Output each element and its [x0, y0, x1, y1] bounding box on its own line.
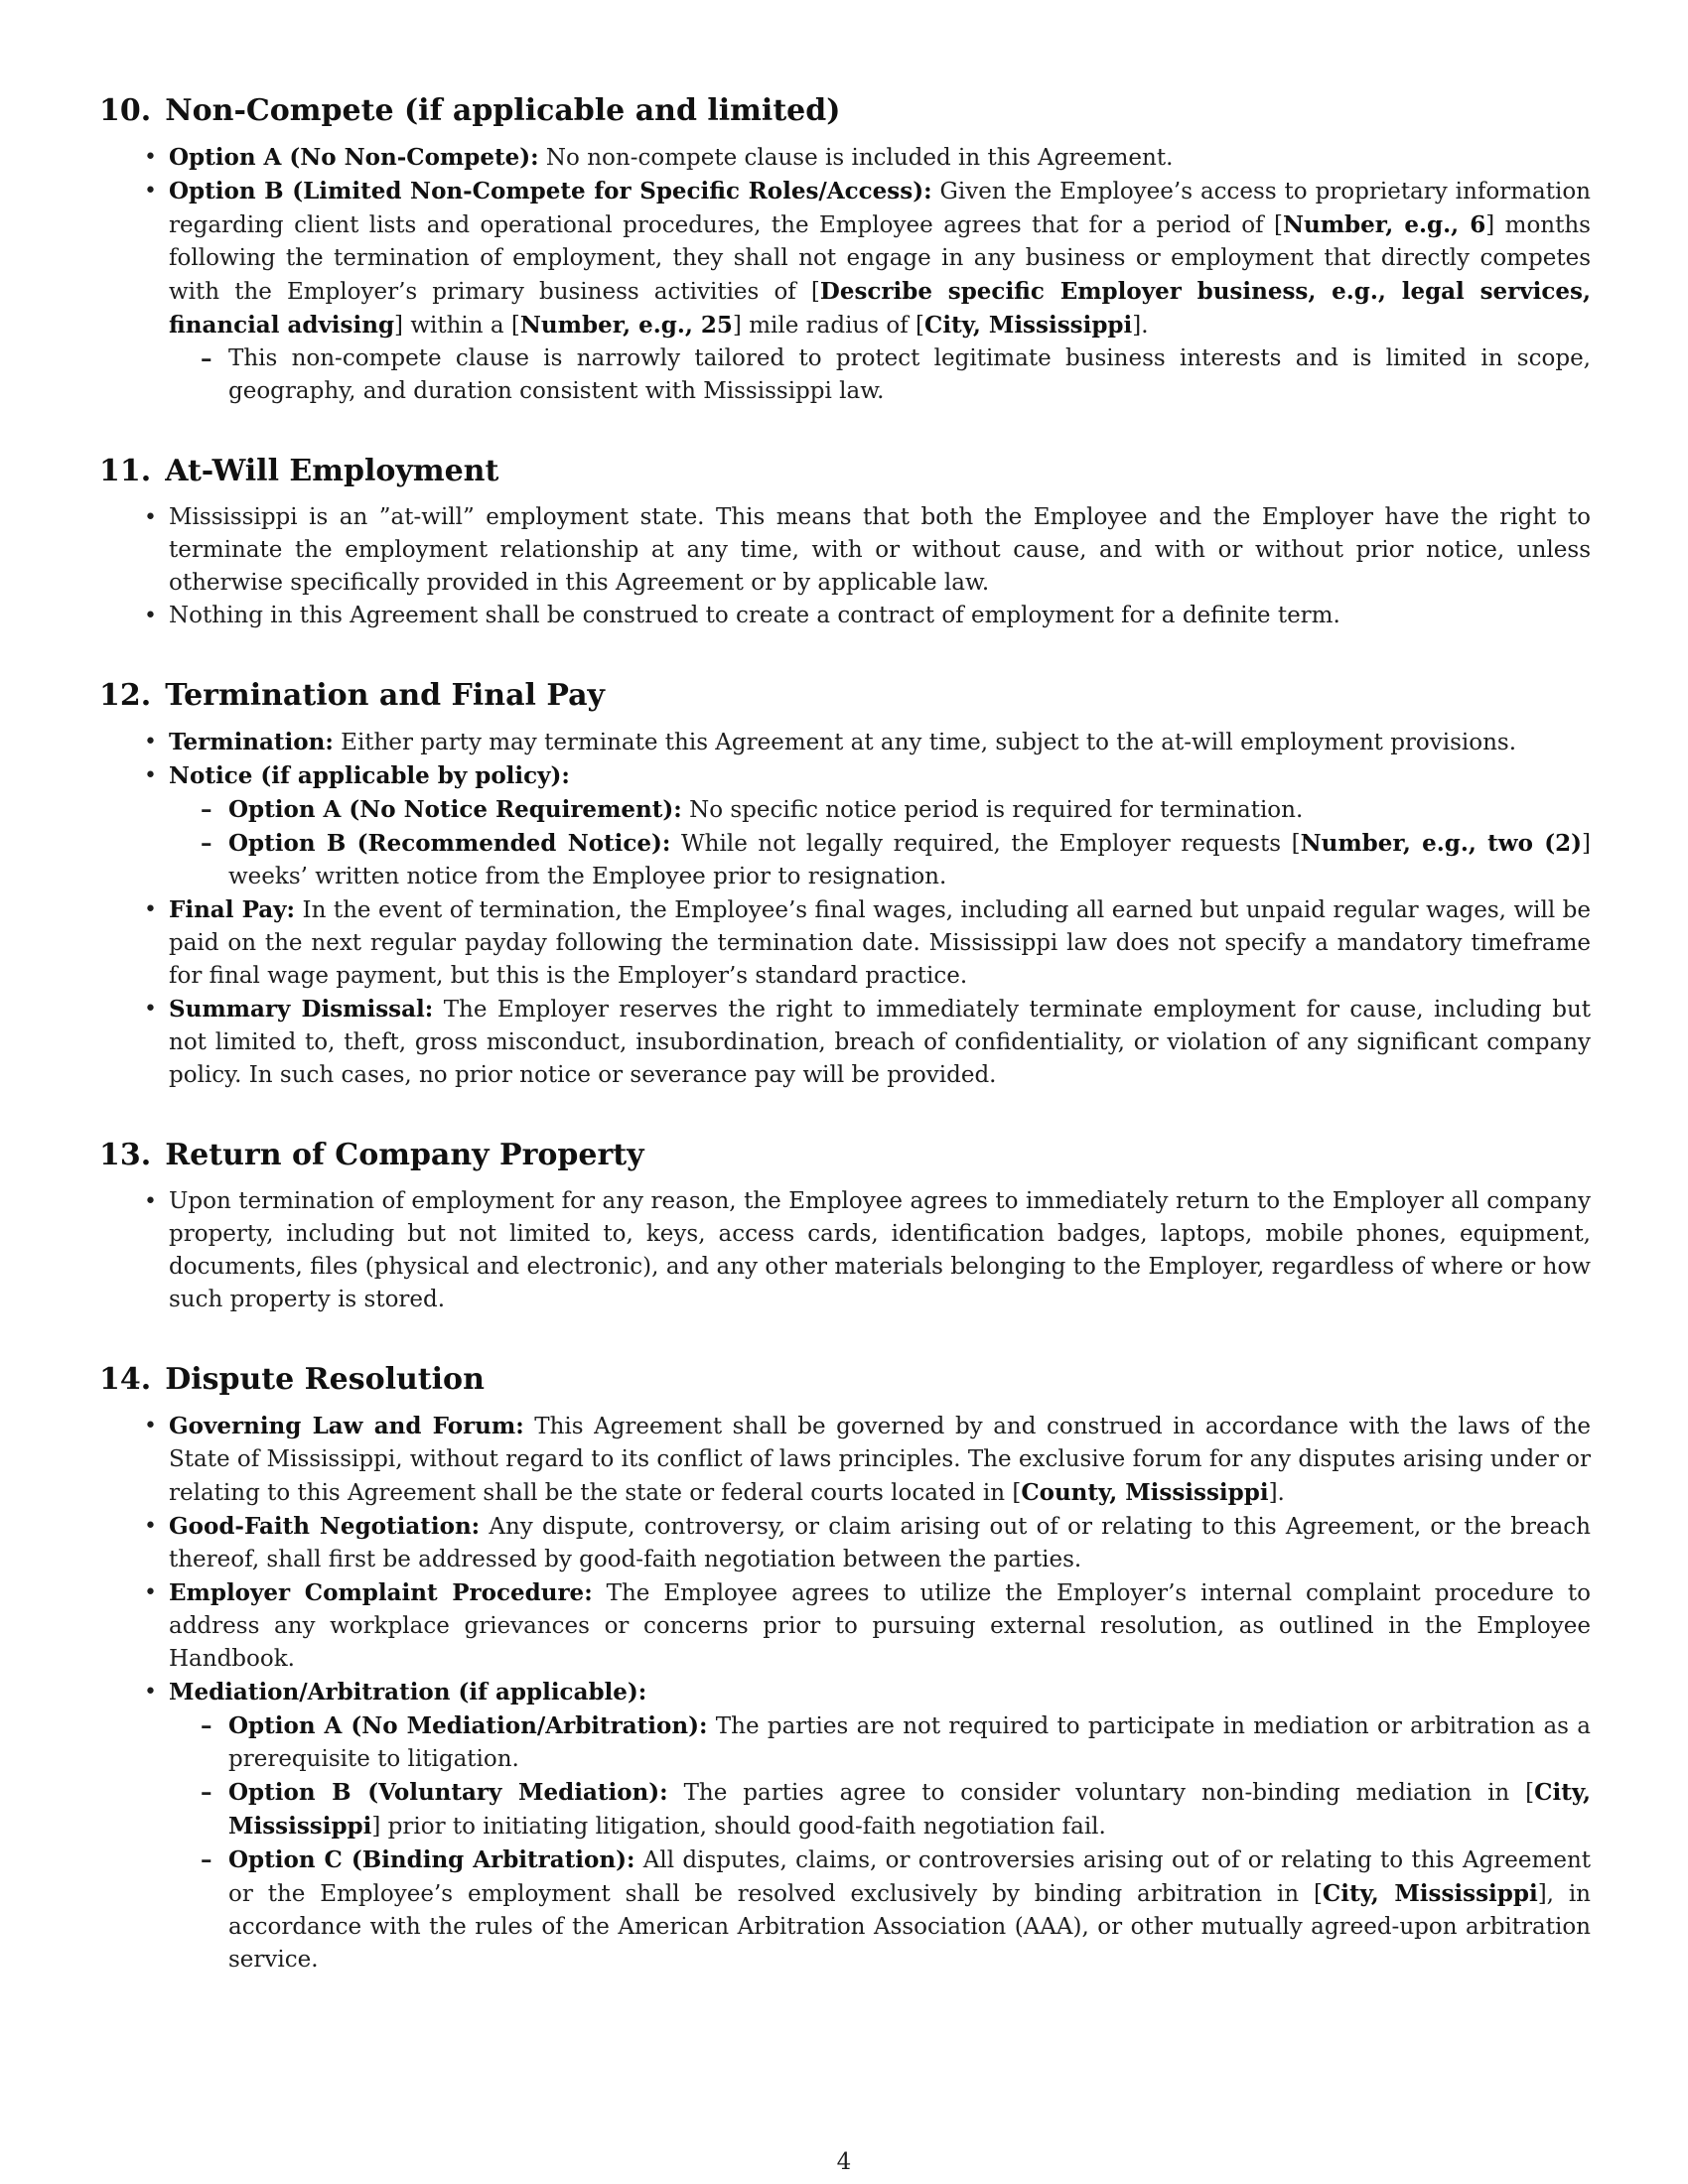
section-heading: [99, 91, 1591, 131]
page-number: 4: [836, 2149, 852, 2175]
item-text: In the event of termination, the Employee’s final wages, including all earned but unpaid regular wages, will be paid on the next regular payday following the termination date. Mississippi law does not specify a mandatory timeframe for final wage payment, but this is the Employer’s standard practice.: [169, 897, 1591, 989]
item-label: Option B (Recommended Notice):: [228, 830, 671, 857]
item-text: ], in accordance with the rules of the American Arbitration Association (AAA), or other mutually agreed-upon arbitration service.: [228, 1881, 1591, 1973]
item-label: Mediation/Arbitration (if applicable):: [169, 1679, 647, 1706]
section-title: Dispute Resolution: [165, 1362, 485, 1397]
section-number: 13.: [99, 1138, 152, 1172]
placeholder-field: City, Mississippi: [1322, 1880, 1538, 1907]
item-text: ].: [1132, 313, 1149, 339]
item-label: Employer Complaint Procedure:: [169, 1579, 593, 1606]
section-number: 11.: [99, 454, 152, 488]
item-label: Option A (No Non-Compete):: [169, 144, 539, 171]
sub-list-item: [228, 793, 1591, 827]
section-title: Return of Company Property: [165, 1138, 644, 1172]
section-dispute-resolution: [99, 1360, 1591, 1977]
bullet-list: [99, 501, 1591, 632]
section-title: Termination and Final Pay: [165, 678, 605, 713]
sub-list: [169, 793, 1591, 893]
item-text: No specific notice period is required for termination.: [681, 797, 1304, 823]
item-text: ].: [1268, 1480, 1285, 1506]
section-company-property: [99, 1136, 1591, 1316]
placeholder-field: Number, e.g., 6: [1282, 211, 1486, 238]
item-text: ] mile radius of [: [732, 313, 925, 339]
section-title: Non-Compete (if applicable and limited): [165, 93, 841, 128]
list-item: • Upon termination of employment for any reason, the Employee agrees to immediately return to the Employer all company property, including but not limited to, keys, access cards, identification badges, laptops, mobile phones, equipment, documents, files (physical and electronic), and any other materials belonging to the Employer, regardless of where or how such property is stored.: [169, 1185, 1591, 1316]
placeholder-field: City, Mississippi: [924, 312, 1133, 339]
bullet-list: [99, 1185, 1591, 1316]
item-label: Summary Dismissal:: [169, 996, 434, 1023]
sub-list-item: [228, 1709, 1591, 1776]
item-label: Option C (Binding Arbitration):: [228, 1846, 635, 1873]
section-heading: [99, 1136, 1591, 1175]
document-body: [99, 91, 1591, 2020]
item-label: Notice (if applicable by policy):: [169, 762, 570, 789]
item-label: Good-Faith Negotiation:: [169, 1513, 481, 1540]
sub-list: [169, 1709, 1591, 1977]
item-label: Option A (No Notice Requirement):: [228, 796, 682, 823]
placeholder-field: Number, e.g., two (2): [1300, 830, 1583, 857]
list-item: [169, 759, 1591, 893]
list-item: [169, 726, 1591, 759]
item-text: This Agreement shall be governed by and construed in accordance with the laws of the State of Mississippi, without regard to its conflict of laws principles. The exclusive forum for any disputes arising under or relating to this Agreement shall be the state or federal courts located in [: [169, 1414, 1591, 1506]
item-text: Any dispute, controversy, or claim arising out of or relating to this Agreement, or the breach thereof, shall first be addressed by good-faith negotiation between the parties.: [169, 1514, 1591, 1572]
section-number: 12.: [99, 678, 152, 713]
sub-list-item: [228, 1776, 1591, 1843]
item-label: Option B (Limited Non-Compete for Specific Roles/Access):: [169, 178, 932, 205]
list-item: [169, 893, 1591, 993]
item-text: The parties are not required to participate in mediation or arbitration as a prerequisite to litigation.: [228, 1713, 1591, 1772]
list-item: [169, 1410, 1591, 1510]
sub-list-item: [228, 827, 1591, 893]
list-item: • Mississippi is an ”at-will” employment state. This means that both the Employee and the Employer have the right to terminate the employment relationship at any time, with or without cause, and with or without prior notice, unless otherwise specifically provided in this Agreement or by applicable law.: [169, 501, 1591, 600]
bullet-list: [99, 1410, 1591, 1977]
sub-list-item: [228, 1843, 1591, 1977]
section-termination: [99, 676, 1591, 1092]
placeholder-field: Describe specific Employer business, e.g., legal services, financial advising: [169, 278, 1591, 339]
sub-list-item: – This non-compete clause is narrowly tailored to protect legitimate business interests and is limited in scope, geography, and duration consistent with Mississippi law.: [228, 342, 1591, 408]
section-heading: [99, 676, 1591, 716]
list-item: [169, 141, 1591, 175]
section-heading: [99, 1360, 1591, 1400]
bullet-list: [99, 726, 1591, 1092]
list-item: • Nothing in this Agreement shall be construed to create a contract of employment for a definite term.: [169, 600, 1591, 632]
item-text: Either party may terminate this Agreement at any time, subject to the at-will employment provisions.: [333, 730, 1517, 755]
bullet-list: [99, 141, 1591, 408]
list-item: [169, 175, 1591, 408]
sub-list: [169, 342, 1591, 408]
section-title: At-Will Employment: [165, 454, 499, 488]
item-text: While not legally required, the Employer requests [: [670, 831, 1301, 857]
section-non-compete: [99, 91, 1591, 408]
item-text: The parties agree to consider voluntary non-binding mediation in [: [667, 1780, 1535, 1806]
section-number: 14.: [99, 1362, 152, 1397]
item-text: ] weeks’ written notice from the Employee prior to resignation.: [228, 831, 1591, 889]
item-text: Given the Employee’s access to proprietary information regarding client lists and operational procedures, the Employee agrees that for a period of [: [169, 179, 1591, 238]
item-text: All disputes, claims, or controversies arising out of or relating to this Agreement or the Employee’s employment shall be resolved exclusively by binding arbitration in [: [228, 1847, 1591, 1907]
list-item: [169, 1676, 1591, 1977]
item-label: Option A (No Mediation/Arbitration):: [228, 1712, 708, 1739]
item-text: The Employee agrees to utilize the Employer’s internal complaint procedure to address any workplace grievances or concerns prior to pursuing external resolution, as outlined in the Employee Handbook.: [169, 1580, 1591, 1672]
item-label: Governing Law and Forum:: [169, 1413, 524, 1439]
section-heading: [99, 452, 1591, 491]
item-text: ] months following the termination of employment, they shall not engage in any business or employment that directly competes with the Employer’s primary business activities of [: [169, 212, 1591, 305]
item-text: ] prior to initiating litigation, should good-faith negotiation fail.: [371, 1814, 1106, 1840]
section-number: 10.: [99, 93, 152, 128]
list-item: [169, 1510, 1591, 1576]
item-text: The Employer reserves the right to immediately terminate employment for cause, including but not limited to, theft, gross misconduct, insubordination, breach of confidentiality, or violation of any significant company policy. In such cases, no prior notice or severance pay will be provided.: [169, 997, 1591, 1088]
placeholder-field: City, Mississippi: [228, 1779, 1591, 1840]
item-label: Termination:: [169, 729, 334, 755]
item-label: Option B (Voluntary Mediation):: [228, 1779, 668, 1806]
placeholder-field: Number, e.g., 25: [519, 312, 733, 339]
section-at-will: [99, 452, 1591, 632]
placeholder-field: County, Mississippi: [1021, 1479, 1269, 1506]
item-text: No non-compete clause is included in this Agreement.: [538, 145, 1174, 171]
item-text: ] within a [: [394, 313, 520, 339]
list-item: [169, 1576, 1591, 1676]
list-item: [169, 993, 1591, 1092]
item-label: Final Pay:: [169, 896, 296, 923]
